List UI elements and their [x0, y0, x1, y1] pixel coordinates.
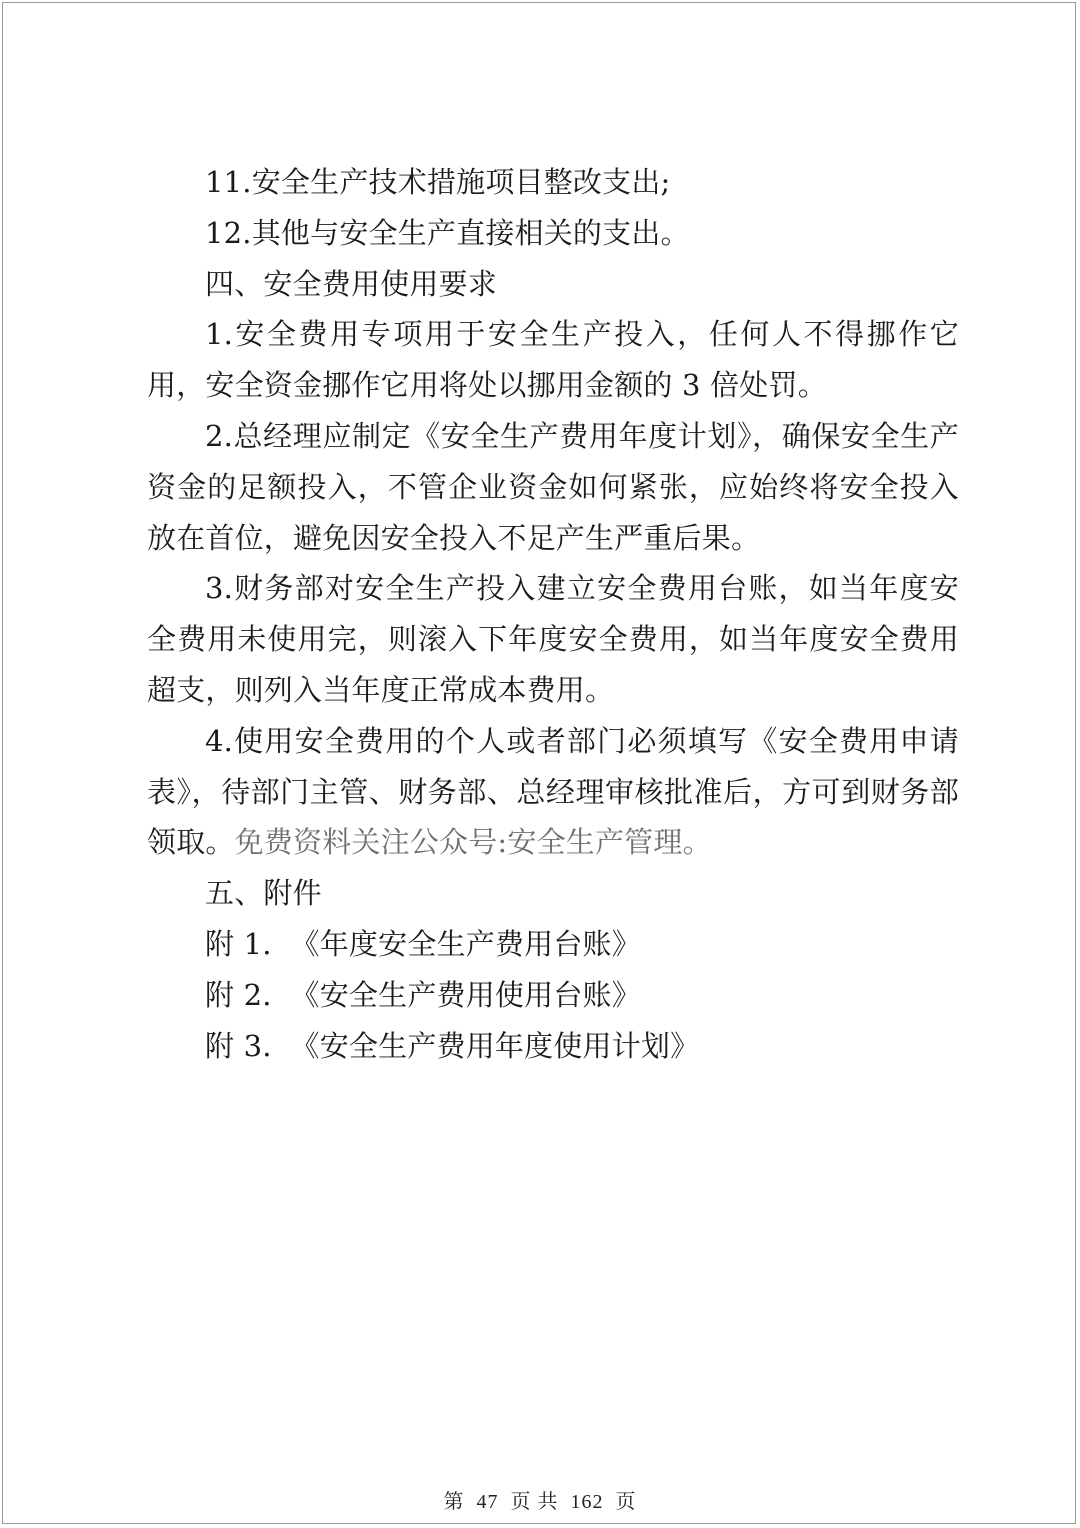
attachment-item-2: 附 2. 《安全生产费用使用台账》 — [205, 977, 641, 1012]
paragraph-item-12: 12.其他与安全生产直接相关的支出。 — [205, 215, 690, 250]
current-page-number: 47 — [476, 1491, 499, 1513]
footer-prefix: 第 — [443, 1491, 465, 1513]
section-heading-usage-requirements: 四、安全费用使用要求 — [205, 266, 498, 301]
attachment-item-3: 附 3. 《安全生产费用年度使用计划》 — [205, 1028, 700, 1063]
document-body — [147, 157, 959, 1071]
paragraph-requirement-4 — [147, 716, 959, 868]
paragraph-item-11: 11.安全生产技术措施项目整改支出; — [205, 165, 671, 199]
page-footer — [3, 1485, 1077, 1514]
total-pages-number: 162 — [570, 1491, 604, 1513]
attachment-item-1: 附 1. 《年度安全生产费用台账》 — [205, 926, 641, 961]
paragraph-requirement-1: 1.安全费用专项用于安全生产投入，任何人不得挪作它用，安全资金挪作它用将处以挪用金额的 3 倍处罚。 — [147, 317, 959, 403]
footer-middle: 页 共 — [510, 1491, 559, 1513]
footer-suffix: 页 — [615, 1491, 637, 1513]
section-heading-attachments: 五、附件 — [205, 876, 322, 911]
paragraph-requirement-3: 3.财务部对安全生产投入建立安全费用台账，如当年度安全费用未使用完，则滚入下年度安全费用，如当年度安全费用超支，则列入当年度正常成本费用。 — [147, 571, 959, 707]
document-page — [2, 2, 1076, 1524]
paragraph-requirement-2: 2.总经理应制定《安全生产费用年度计划》，确保安全生产资金的足额投入，不管企业资金如何紧张，应始终将安全投入放在首位，避免因安全投入不足产生严重后果。 — [147, 418, 959, 555]
watermark-note: 免费资料关注公众号:安全生产管理。 — [234, 825, 712, 860]
requirement-4-text: 4.使用安全费用的个人或者部门必须填写《安全费用申请表》，待部门主管、财务部、总经理审核批准后，方可到财务部领取。 — [147, 723, 959, 860]
